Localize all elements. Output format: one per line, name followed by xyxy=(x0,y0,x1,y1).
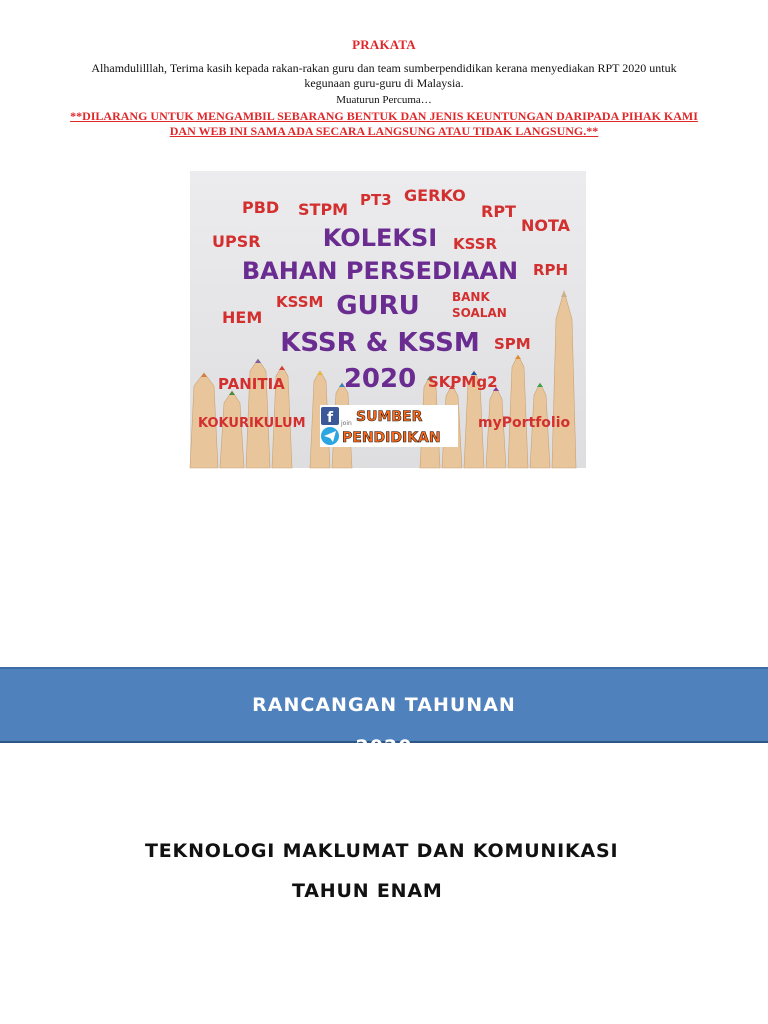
tag-upsr: UPSR xyxy=(212,232,261,251)
promo-poster-image xyxy=(190,171,586,468)
svg-text:f: f xyxy=(327,410,334,426)
preface-title: PRAKATA xyxy=(352,37,416,52)
join-label: join xyxy=(341,420,352,427)
warning-text: **DILARANG UNTUK MENGAMBIL SEBARANG BENTUK DAN JENIS KEUNTUNGAN DARIPADA PIHAK KAMI DAN WEB INI SAMA ADA SECARA LANGSUNG ATAU TIDAK LANGSUNG.** xyxy=(70,109,698,138)
tag-kssm: KSSM xyxy=(276,293,324,311)
banner-year: 2020 xyxy=(355,736,413,758)
poster-title-guru: GURU xyxy=(336,291,420,321)
poster-title-bahan: BAHAN PERSEDIAAN xyxy=(241,257,519,285)
brand-block xyxy=(320,405,458,447)
tag-rph: RPH xyxy=(533,261,569,279)
tag-spm: SPM xyxy=(494,335,531,353)
tag-rpt: RPT xyxy=(481,202,516,221)
tag-nota: NOTA xyxy=(521,216,571,235)
tag-skpmg2: SKPMg2 xyxy=(428,373,498,391)
poster-title-kssr-kssm: KSSR & KSSM xyxy=(280,328,480,358)
poster-title-year: 2020 xyxy=(343,364,417,394)
grade-title: TAHUN ENAM xyxy=(292,880,443,902)
subject-title: TEKNOLOGI MAKLUMAT DAN KOMUNIKASI xyxy=(145,840,619,862)
tag-panitia: PANITIA xyxy=(218,375,285,393)
banner-band xyxy=(0,667,768,758)
tag-hem: HEM xyxy=(222,308,263,327)
banner-title: RANCANGAN TAHUNAN xyxy=(252,694,516,716)
tag-kokurikulum: KOKURIKULUM xyxy=(198,416,306,431)
tag-gerko: GERKO xyxy=(404,186,466,205)
poster-title-koleksi: KOLEKSI xyxy=(322,224,438,252)
tag-pbd: PBD xyxy=(242,198,280,217)
brand-sumber: SUMBER xyxy=(356,409,423,425)
tag-soalan: SOALAN xyxy=(452,306,507,320)
download-note: Muaturun Percuma… xyxy=(336,94,432,106)
tag-bank: BANK xyxy=(452,290,490,304)
preface-intro-text: Alhamdulilllah, Terima kasih kepada rakan-rakan guru dan team sumberpendidikan kerana menyediakan RPT 2020 untuk kegunaan guru-guru di Malaysia. xyxy=(91,61,677,90)
tag-kssr: KSSR xyxy=(453,235,498,253)
poster-graphic xyxy=(190,171,586,468)
brand-pendidikan: PENDIDIKAN xyxy=(342,430,441,446)
tag-stpm: STPM xyxy=(298,200,349,219)
tag-pt3: PT3 xyxy=(360,191,392,209)
tag-myportfolio: myPortfolio xyxy=(478,415,571,431)
